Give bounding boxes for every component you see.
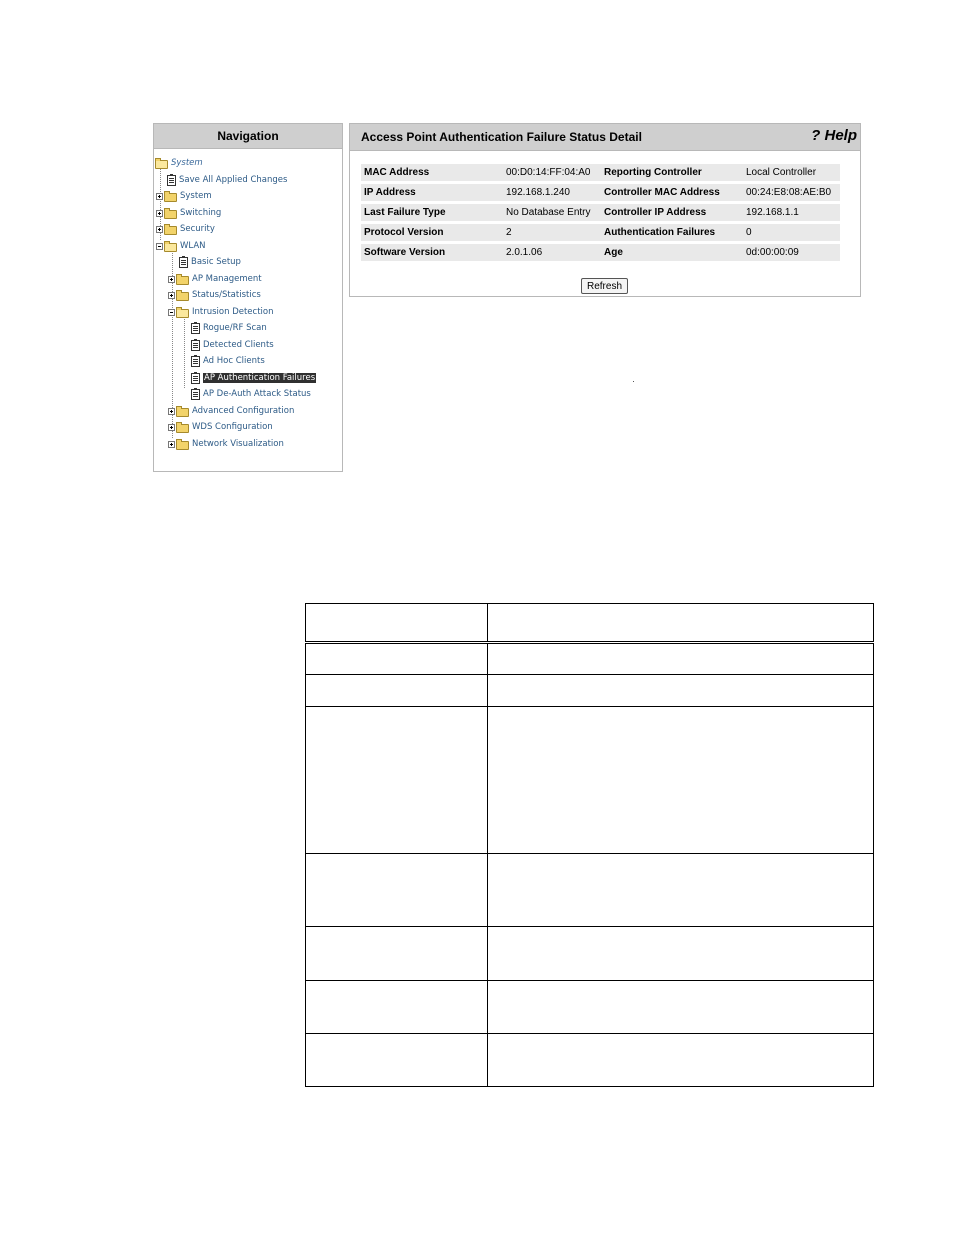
help-link[interactable]: ? Help — [811, 127, 857, 144]
navigation-panel — [153, 123, 343, 472]
collapse-icon[interactable] — [168, 309, 175, 316]
field-description-table — [305, 603, 874, 1087]
page-icon — [191, 373, 200, 384]
table-row — [361, 224, 840, 241]
tree-guide-line — [184, 316, 185, 388]
table-cell — [306, 675, 488, 707]
collapse-icon[interactable] — [156, 243, 163, 250]
table-row — [306, 1033, 874, 1086]
table-cell — [488, 854, 874, 927]
tree-item-intrusion-detection[interactable]: Intrusion Detection — [168, 305, 273, 319]
table-header-row — [306, 604, 874, 643]
page-icon — [191, 323, 200, 334]
page-title: Access Point Authentication Failure Status Detail — [361, 130, 642, 144]
open-folder-icon — [155, 160, 168, 169]
tree-item-ap-de-auth-attack-status[interactable]: AP De-Auth Attack Status — [191, 387, 311, 401]
folder-icon — [164, 226, 177, 235]
table-row — [361, 184, 840, 201]
tree-item-advanced-configuration[interactable]: Advanced Configuration — [168, 404, 294, 418]
folder-icon — [164, 193, 177, 202]
table-row — [306, 927, 874, 980]
detail-table — [361, 161, 840, 264]
field-value: 192.168.1.240 — [503, 184, 601, 201]
folder-icon — [176, 292, 189, 301]
expand-icon[interactable] — [156, 193, 163, 200]
table-cell — [306, 980, 488, 1033]
field-value: 00:D0:14:FF:04:A0 — [503, 164, 601, 181]
tree-item-ap-management[interactable]: AP Management — [168, 272, 262, 286]
page-icon — [191, 356, 200, 367]
open-folder-icon — [176, 309, 189, 318]
navigation-tree — [154, 149, 342, 469]
field-label: Protocol Version — [361, 224, 503, 241]
tree-item-network-visualization[interactable]: Network Visualization — [168, 437, 284, 451]
field-value: 192.168.1.1 — [743, 204, 840, 221]
tree-item-root-system[interactable]: System — [155, 156, 203, 170]
tree-item-ad-hoc-clients[interactable]: Ad Hoc Clients — [191, 354, 265, 368]
table-row — [306, 643, 874, 675]
table-header-cell — [306, 604, 488, 643]
tree-item-wlan[interactable]: WLAN — [156, 239, 206, 253]
open-folder-icon — [164, 243, 177, 252]
tree-item-status-statistics[interactable]: Status/Statistics — [168, 288, 261, 302]
folder-icon — [176, 424, 189, 433]
page-icon — [191, 340, 200, 351]
tree-item-rogue-rf-scan[interactable]: Rogue/RF Scan — [191, 321, 267, 335]
field-value: 00:24:E8:08:AE:B0 — [743, 184, 840, 201]
tree-item-security[interactable]: Security — [156, 222, 215, 236]
expand-icon[interactable] — [168, 276, 175, 283]
expand-icon[interactable] — [168, 292, 175, 299]
field-value: 0 — [743, 224, 840, 241]
table-cell — [306, 927, 488, 980]
table-row — [306, 675, 874, 707]
field-label: Controller MAC Address — [601, 184, 743, 201]
expand-icon[interactable] — [156, 210, 163, 217]
table-cell — [306, 643, 488, 675]
folder-icon — [176, 441, 189, 450]
field-label: Last Failure Type — [361, 204, 503, 221]
field-value: 2.0.1.06 — [503, 244, 601, 261]
field-label: IP Address — [361, 184, 503, 201]
field-label: Age — [601, 244, 743, 261]
table-cell — [488, 643, 874, 675]
table-cell — [306, 707, 488, 854]
field-label: MAC Address — [361, 164, 503, 181]
field-label: Software Version — [361, 244, 503, 261]
detail-header — [350, 124, 860, 151]
expand-icon[interactable] — [168, 424, 175, 431]
tree-item-detected-clients[interactable]: Detected Clients — [191, 338, 274, 352]
table-row — [361, 244, 840, 261]
page-icon — [179, 257, 188, 268]
table-row — [361, 164, 840, 181]
stray-mark — [633, 381, 634, 382]
table-cell — [488, 675, 874, 707]
refresh-button[interactable]: Refresh — [581, 278, 628, 294]
folder-icon — [176, 276, 189, 285]
navigation-title: Navigation — [154, 124, 342, 149]
table-row — [306, 707, 874, 854]
page-icon — [167, 175, 176, 186]
table-cell — [488, 1033, 874, 1086]
table-cell — [488, 927, 874, 980]
table-row — [306, 854, 874, 927]
table-header-cell — [488, 604, 874, 643]
tree-item-wds-configuration[interactable]: WDS Configuration — [168, 420, 273, 434]
table-cell — [306, 854, 488, 927]
field-label: Reporting Controller — [601, 164, 743, 181]
table-row — [361, 204, 840, 221]
status-detail-panel — [349, 123, 861, 297]
table-cell — [306, 1033, 488, 1086]
page-icon — [191, 389, 200, 400]
field-label: Authentication Failures — [601, 224, 743, 241]
table-cell — [488, 707, 874, 854]
field-value: Local Controller — [743, 164, 840, 181]
table-cell — [488, 980, 874, 1033]
tree-item-basic-setup[interactable]: Basic Setup — [179, 255, 241, 269]
field-value: 0d:00:00:09 — [743, 244, 840, 261]
field-value: No Database Entry — [503, 204, 601, 221]
tree-item-switching[interactable]: Switching — [156, 206, 221, 220]
expand-icon[interactable] — [168, 441, 175, 448]
tree-item-system[interactable]: System — [156, 189, 212, 203]
table-row — [306, 980, 874, 1033]
expand-icon[interactable] — [156, 226, 163, 233]
tree-item-save-all-applied-changes[interactable]: Save All Applied Changes — [167, 173, 287, 187]
expand-icon[interactable] — [168, 408, 175, 415]
field-label: Controller IP Address — [601, 204, 743, 221]
tree-item-ap-authentication-failures[interactable]: AP Authentication Failures — [191, 371, 316, 385]
field-value: 2 — [503, 224, 601, 241]
folder-icon — [176, 408, 189, 417]
folder-icon — [164, 210, 177, 219]
